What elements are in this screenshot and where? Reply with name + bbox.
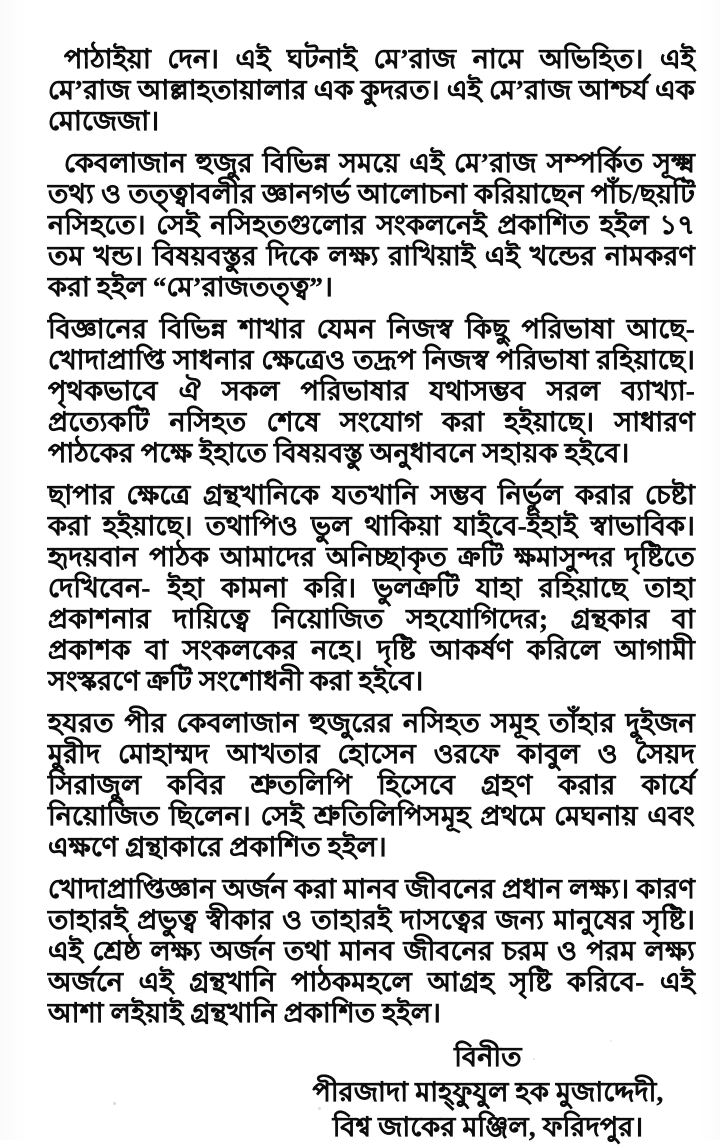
scan-speckle: [318, 1107, 321, 1110]
body-paragraph-6: খোদাপ্রাপ্তিজ্ঞান অর্জন করা মানব জীবনের প্রধান লক্ষ্য। কারণ তাহারই প্রভুত্ব স্বীকার ও তাহারই দাসত্বের জন্য মানুষের সৃষ্টি। এই শ্রেষ্ঠ লক্ষ্য অর্জন তথা মানব জীবনের চরম ও পরম লক্ষ্য অর্জনে এই গ্রন্থখানি পাঠকমহলে আগ্রহ সৃষ্টি করিবে- এই আশা লইয়াই গ্রন্থখানি প্রকাশিত হইল।: [48, 874, 695, 1028]
body-paragraph-4: ছাপার ক্ষেত্রে গ্রন্থখানিকে যতখানি সম্ভব নির্ভুল করার চেষ্টা করা হইয়াছে। তথাপিও ভুল থাকিয়া যাইবে-ইহাই স্বাভাবিক। হৃদয়বান পাঠক আমাদের অনিচ্ছাকৃত ক্রটি ক্ষমাসুন্দর দৃষ্টিতে দেখিবেন- ইহা কামনা করি। ভুলক্রটি যাহা রহিয়াছে তাহা প্রকাশনার দায়িত্বে নিয়োজিত সহযোগিদের; গ্রন্থকার বা প্রকাশক বা সংকলকের নহে। দৃষ্টি আকর্ষণ করিলে আগামী সংস্করণে ক্রটি সংশোধনী করা হইবে।: [48, 480, 695, 696]
signature-block: [283, 1040, 693, 1145]
signature-address: বিশ্ব জাকের মঞ্জিল, ফরিদপুর।: [332, 1112, 644, 1142]
scan-speckle: [86, 60, 88, 62]
signature-author-name: পীরজাদা মাহ্‌ফুযুল হক মুজাদ্দেদী,: [312, 1077, 664, 1107]
page-text-block: [48, 44, 695, 1145]
scan-speckle: [533, 1058, 535, 1060]
signature-salutation: বিনীত: [454, 1042, 522, 1072]
body-paragraph-1: পাঠাইয়া দেন। এই ঘটনাই মে’রাজ নামে অভিহিত। এই মে’রাজ আল্লাহতায়ালার এক কুদরত। এই মে’রাজ আশ্চর্য এক মোজেজা।: [48, 44, 695, 136]
scan-speckle: [113, 1102, 116, 1105]
scan-speckle: [610, 1040, 612, 1042]
body-paragraph-5: হযরত পীর কেবলাজান হুজুরের নসিহত সমূহ তাঁহার দুইজন মুরীদ মোহাম্মদ আখতার হোসেন ওরফে কাবুল ও সৈয়দ সিরাজুল কবির শ্রুতলিপি হিসেবে গ্রহণ করার কার্যে নিয়োজিত ছিলেন। সেই শ্রুতিলিপিসমূহ প্রথমে মেঘনায় এবং এক্ষণে গ্রন্থাকারে প্রকাশিত হইল।: [48, 708, 695, 862]
body-paragraph-2: কেবলাজান হুজুর বিভিন্ন সময়ে এই মে’রাজ সম্পর্কিত সূক্ষ্ম তথ্য ও তত্ত্বাবলীর জ্ঞানগর্ভ আলোচনা করিয়াছেন পাঁচ/ছয়টি নসিহতে। সেই নসিহতগুলোর সংকলনেই প্রকাশিত হইল ১৭ তম খন্ড। বিষয়বস্তুর দিকে লক্ষ্য রাখিয়াই এই খন্ডের নামকরণ করা হইল “মে’রাজতত্ত্ব”।: [48, 148, 695, 302]
body-paragraph-3: বিজ্ঞানের বিভিন্ন শাখার যেমন নিজস্ব কিছু পরিভাষা আছে- খোদাপ্রাপ্তি সাধনার ক্ষেত্রেও তদ্রূপ নিজস্ব পরিভাষা রহিয়াছে। পৃথকভাবে ঐ সকল পরিভাষার যথাসম্ভব সরল ব্যাখ্যা-প্রত্যেকটি নসিহত শেষে সংযোগ করা হইয়াছে। সাধারণ পাঠকের পক্ষে ইহাতে বিষয়বস্তু অনুধাবনে সহায়ক হইবে।: [48, 314, 695, 468]
